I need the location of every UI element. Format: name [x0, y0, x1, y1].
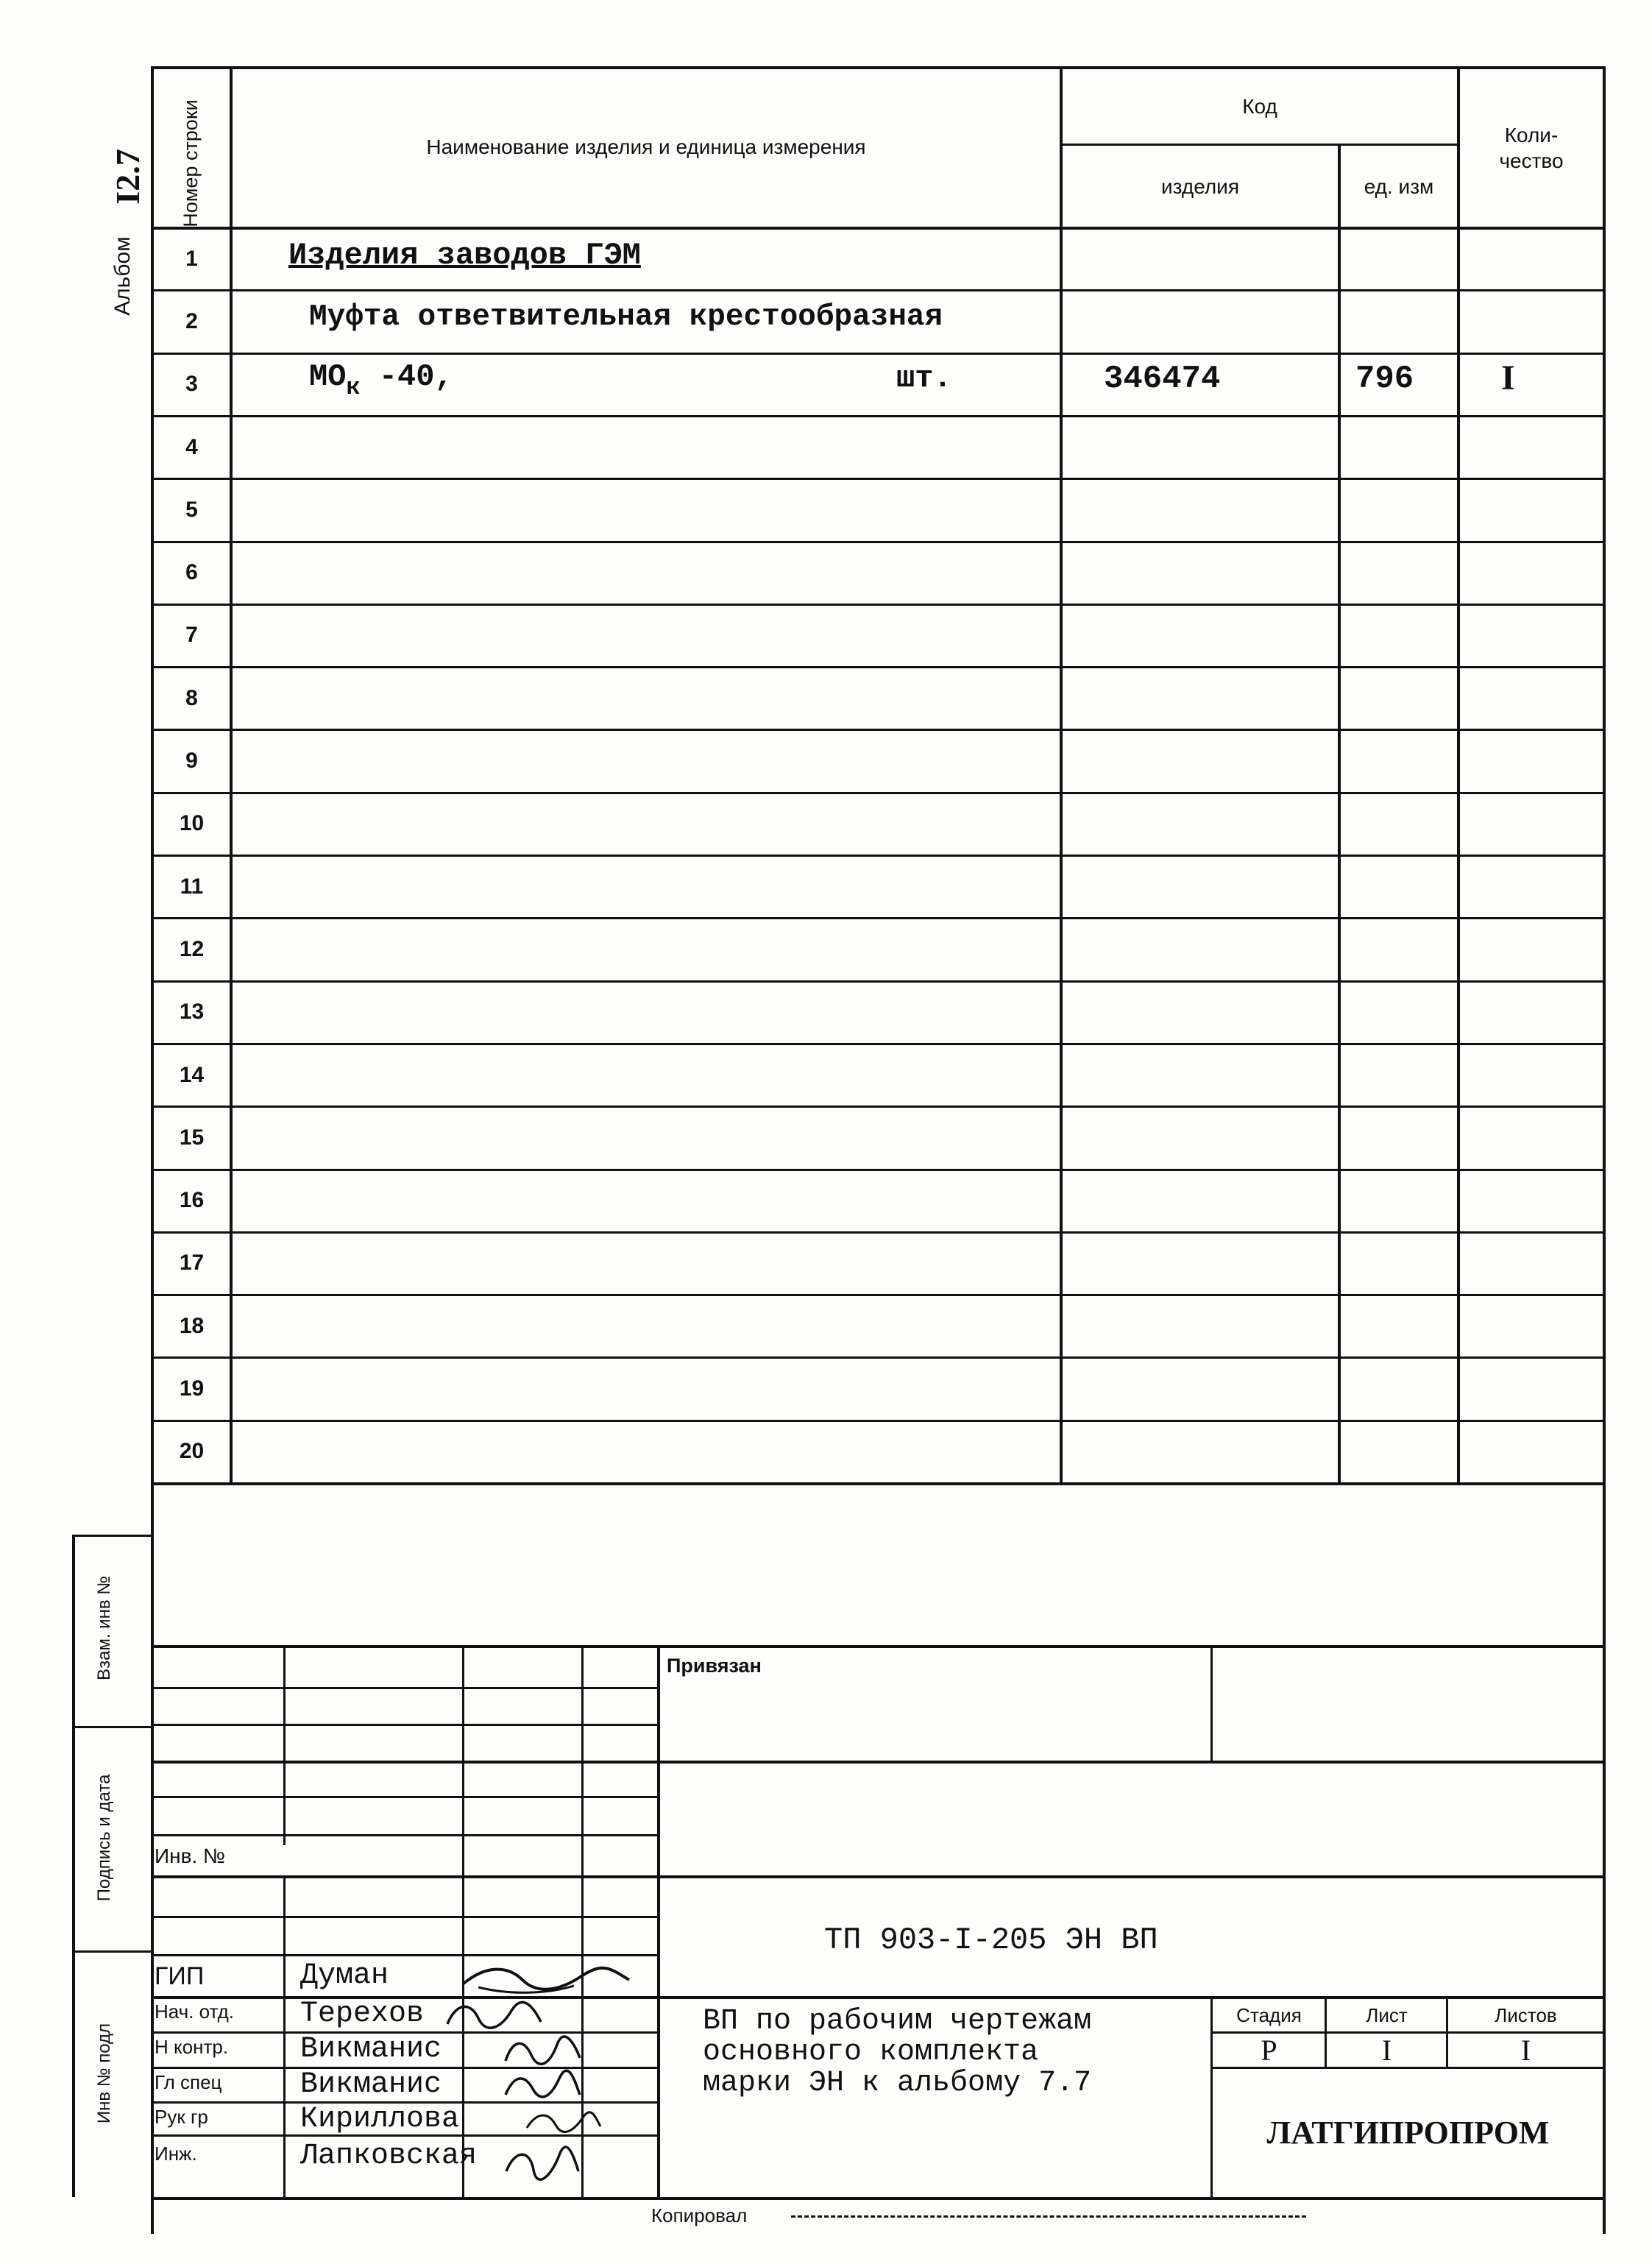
signature-vikmanis-1 [502, 2031, 583, 2068]
row-number-3: 3 [185, 372, 198, 397]
row-number-5: 5 [185, 497, 198, 522]
row-divider [151, 1106, 1606, 1108]
header-code-item: изделия [1161, 174, 1239, 198]
document-title-line-2: основного комплекта [703, 2036, 1039, 2069]
row-divider [151, 1043, 1606, 1045]
signature-duman [456, 1958, 633, 2002]
person-name-5: Кириллова [300, 2103, 460, 2136]
row-number-2: 2 [185, 308, 198, 333]
document-title-line-3: марки ЭН к альбому 7.7 [703, 2067, 1092, 2100]
stamp-podpis-data: Подпись и дата [94, 1774, 114, 1902]
row-3-name: $МО_к$ -40, [309, 359, 453, 401]
row-number-13: 13 [179, 1000, 205, 1025]
row-divider [151, 1420, 1606, 1422]
row-number-17: 17 [179, 1250, 205, 1276]
row-number-8: 8 [185, 685, 198, 710]
album-label: Альбом [110, 236, 135, 316]
document-code: ТП 903-I-205 ЭН ВП [824, 1922, 1158, 1958]
sheet-label: Лист [1366, 2003, 1408, 2026]
row-3-code-unit: 796 [1355, 361, 1414, 397]
row-divider [151, 792, 1606, 794]
row-number-14: 14 [179, 1062, 205, 1087]
row-2-name: Муфта ответвительная крестообразная [309, 300, 943, 334]
table-bottom-border [151, 1482, 1606, 1485]
header-quantity: Коли- чество [1499, 124, 1564, 172]
stamp-vzam-inv: Взам. инв № [94, 1575, 114, 1681]
sheets-value: I [1520, 2033, 1531, 2067]
footer-kopiroval: Копировал [651, 2204, 748, 2226]
person-name-2: Терехов [300, 1998, 425, 2031]
document-title-line-1: ВП по рабочим чертежам [703, 2005, 1092, 2038]
row-number-15: 15 [179, 1125, 205, 1150]
row-divider [151, 1356, 1606, 1359]
row-3-quantity: I [1501, 358, 1515, 397]
row-number-7: 7 [185, 623, 198, 648]
row-number-4: 4 [185, 434, 198, 459]
row-number-9: 9 [185, 749, 198, 774]
row-3-unit: шт. [896, 361, 952, 396]
row-divider [151, 353, 1606, 355]
signature-terekhov [442, 1996, 545, 2033]
inv-no-label: Инв. № [155, 1844, 226, 1867]
row-number-11: 11 [180, 874, 204, 899]
row-divider [151, 415, 1606, 417]
sheets-label: Листов [1495, 2003, 1557, 2026]
row-divider [151, 541, 1606, 543]
album-number: I2.7 [109, 149, 146, 205]
person-role-5: Рук гр [155, 2106, 208, 2128]
row-3-code-item: 346474 [1104, 361, 1221, 397]
person-name-1: Думан [300, 1959, 389, 1992]
privyazan-label: Привязан [667, 1655, 762, 1677]
row-1-name: Изделия заводов ГЭМ [288, 238, 641, 273]
row-number-10: 10 [179, 811, 205, 836]
row-divider [151, 917, 1606, 919]
row-number-6: 6 [185, 560, 198, 585]
person-name-3: Викманис [300, 2033, 442, 2066]
row-divider [151, 289, 1606, 291]
person-role-3: Н контр. [155, 2036, 229, 2058]
row-divider [151, 604, 1606, 606]
row-divider [151, 478, 1606, 480]
row-divider [151, 1294, 1606, 1296]
person-role-4: Гл спец [155, 2071, 222, 2093]
signature-lapkovskaya [500, 2134, 581, 2186]
header-name: Наименование изделия и единица измерения [426, 135, 866, 158]
row-divider [151, 729, 1606, 731]
organization-name: ЛАТГИПРОПРОМ [1266, 2114, 1550, 2151]
row-number-19: 19 [179, 1376, 205, 1401]
person-name-4: Викманис [300, 2068, 442, 2101]
row-divider [151, 980, 1606, 983]
person-name-6: Лапковская [300, 2140, 478, 2173]
row-divider [151, 666, 1606, 668]
stage-value: Р [1261, 2033, 1277, 2067]
signature-vikmanis-2 [502, 2067, 583, 2104]
signature-kirillova [522, 2101, 603, 2138]
row-divider [151, 1169, 1606, 1171]
header-row-number: Номер строки [180, 99, 202, 227]
person-role-6: Инж. [155, 2143, 197, 2165]
row-number-20: 20 [179, 1439, 205, 1464]
row-number-12: 12 [179, 936, 205, 961]
stamp-inv-podl: Инв № подл [94, 2023, 114, 2124]
row-number-16: 16 [179, 1188, 205, 1213]
header-code: Код [1242, 94, 1277, 118]
person-role-1: ГИП [155, 1962, 205, 1990]
row-number-18: 18 [179, 1313, 205, 1338]
stage-label: Стадия [1236, 2003, 1302, 2026]
row-divider [151, 1231, 1606, 1234]
person-role-2: Нач. отд. [155, 2001, 234, 2023]
row-number-1: 1 [185, 246, 198, 271]
header-code-unit: ед. изм [1364, 174, 1434, 198]
row-divider [151, 855, 1606, 857]
sheet-value: I [1381, 2033, 1392, 2067]
